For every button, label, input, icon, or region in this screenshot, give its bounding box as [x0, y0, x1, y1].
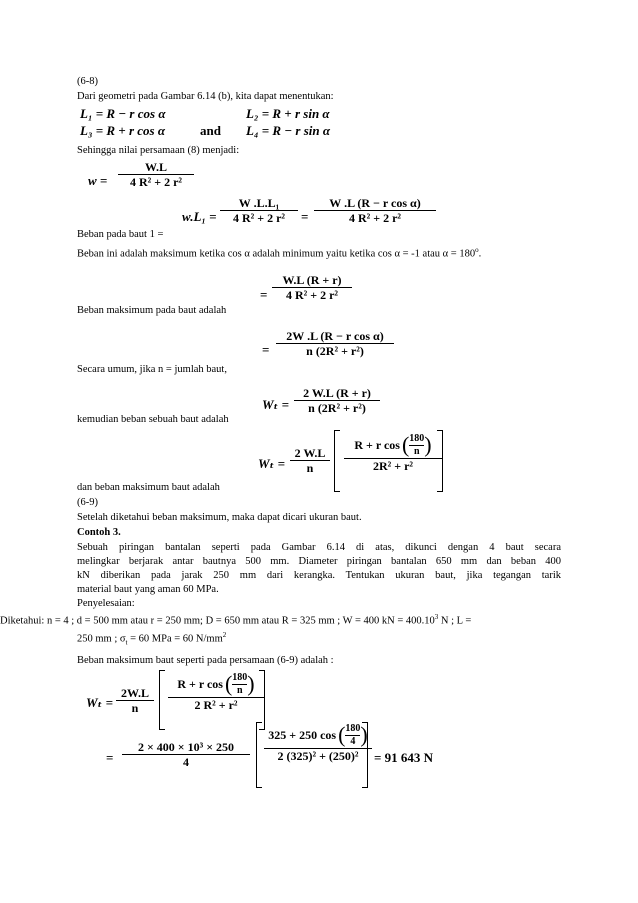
general-numerator: 2W .L (R − r cos α) — [286, 329, 384, 343]
diketahui-line-2: 250 mm ; $\sigma_t = 60$ MPa = 60 $N/mm^2$ — [77, 631, 227, 647]
soal-line-4: material baut yang aman 60 MPa. — [77, 584, 219, 595]
equation-number-6-9: (6-9) — [77, 497, 98, 508]
wl1-denominator: 4 R² + 2 r² — [232, 211, 286, 226]
wt3-coef-denominator: n — [131, 701, 139, 716]
result-coef-fraction — [122, 740, 250, 770]
wt2-inner-numerator: R + r cos ( 180 n ) — [354, 432, 432, 457]
wt2-inner-fraction — [344, 432, 442, 474]
wt2-coef-fraction — [290, 446, 330, 476]
penyelesaian-text: Penyelesaian: — [77, 598, 135, 609]
sehingga-text: Sehingga nilai persamaan (8) menjadi: — [77, 145, 240, 156]
result-coef-numerator: 2 × 400 × 10³ × 250 — [137, 740, 235, 754]
max-equals: = — [260, 287, 268, 302]
wt3-inner-fraction — [168, 671, 264, 713]
w-fraction — [118, 160, 194, 190]
equation-number-6-8: (6-8) — [77, 76, 98, 87]
right-bracket — [259, 670, 265, 730]
secara-umum-text: Secara umum, jika n = jumlah baut, — [77, 364, 227, 375]
w-lhs: w = — [88, 173, 108, 188]
wt1-denominator: n (2R² + r²) — [308, 401, 366, 416]
result-equals: = — [106, 750, 114, 765]
soal-line-3: kN diberikan pada jarak 250 mm dari kerangka. Tentukan ukuran baut, jika tegangan tarik — [77, 570, 561, 581]
wt2-inner-denominator: 2R² + r² — [372, 459, 414, 474]
beban-maksimum-condition-text: Beban ini adalah maksimum ketika cos α adalah minimum yaitu ketika cos α = -1 atau $\alpha = 180^o$. — [77, 246, 482, 260]
result-value: = 91 643 N — [374, 750, 434, 765]
left-bracket — [159, 670, 165, 730]
w-denominator: 4 R² + 2 r² — [129, 175, 183, 190]
formula-L3: L₃ = R + r cos α — [80, 123, 166, 138]
wt1-fraction — [294, 386, 380, 416]
wt3-inner-numerator: R + r cos ( 180 n ) — [177, 671, 255, 696]
wt2-lhs: Wₜ = — [258, 456, 286, 471]
left-bracket — [256, 722, 262, 788]
left-bracket — [334, 430, 340, 492]
formula-L2: L₂ = R + r sin α — [246, 106, 330, 121]
setelah-text: Setelah diketahui beban maksimum, maka dapat dicari ukuran baut. — [77, 512, 362, 523]
max-fraction — [272, 273, 352, 303]
general-equals: = — [262, 342, 270, 357]
beban-baut1-text: Beban pada baut 1 = — [77, 229, 164, 240]
result-coef-denominator: 4 — [183, 755, 189, 770]
wt3-lhs: Wₜ = — [86, 695, 114, 710]
wl1-equals: = — [301, 209, 309, 224]
formula-L1: L₁ = R − r cos α — [80, 106, 166, 121]
general-fraction — [276, 329, 394, 359]
result-inner-numerator: 325 + 250 cos ( 180 4 ) — [268, 722, 368, 747]
max-numerator: W.L (R + r) — [282, 273, 342, 287]
beban-persamaan-text: Beban maksimum baut seperti pada persamaan (6-9) adalah : — [77, 655, 334, 666]
wt1-lhs: Wₜ = — [262, 397, 290, 412]
contoh-heading: Contoh 3. — [77, 527, 121, 538]
w-numerator: W.L — [145, 160, 167, 174]
wl1-lhs: w.L₁ = — [182, 209, 217, 224]
wl1-numerator: W .L.L₁ — [238, 196, 280, 210]
formula-L4: L₄ = R − r sin α — [246, 123, 331, 138]
wl1-denominator-2: 4 R² + 2 r² — [348, 211, 402, 226]
right-bracket — [362, 722, 368, 788]
beban-maksimum-baut-text: Beban maksimum pada baut adalah — [77, 305, 227, 316]
wt2-coef-numerator: 2 W.L — [294, 446, 326, 460]
dan-beban-text: dan beban maksimum baut adalah — [77, 482, 220, 493]
max-denominator: 4 R² + 2 r² — [285, 288, 339, 303]
result-inner-denominator: 2 (325)² + (250)² — [277, 749, 359, 764]
wt3-coef-numerator: 2W.L — [121, 686, 149, 700]
and-word: and — [200, 123, 221, 138]
wt1-numerator: 2 W.L (R + r) — [303, 386, 371, 400]
soal-line-1: Sebuah piringan bantalan seperti pada Gambar 6.14 di atas, dikunci dengan 4 baut secara — [77, 542, 561, 553]
result-inner-fraction — [264, 722, 372, 764]
general-denominator: n (2R² + r²) — [306, 344, 364, 359]
wl1-fraction-2 — [314, 196, 436, 226]
soal-line-2: melingkar berjarak antar bautnya 500 mm. Diameter piringan bantalan 650 mm dan beban 400 — [77, 556, 561, 567]
wt3-inner-denominator: 2 R² + r² — [194, 698, 238, 713]
wt3-coef-fraction — [116, 686, 154, 716]
right-bracket — [437, 430, 443, 492]
geometry-intro-text: Dari geometri pada Gambar 6.14 (b), kita dapat menentukan: — [77, 91, 334, 102]
wl1-fraction-1 — [220, 196, 298, 226]
diketahui-line-1: Diketahui: n = 4 ; d = 500 mm atau r = 250 mm; D = 650 mm atau R = 325 mm ; W = 400 kN = $400.10^3$ N ; L = — [0, 613, 472, 627]
wt2-coef-denominator: n — [306, 461, 314, 476]
wl1-numerator-2: W .L (R − r cos α) — [329, 196, 421, 210]
kemudian-text: kemudian beban sebuah baut adalah — [77, 414, 229, 425]
